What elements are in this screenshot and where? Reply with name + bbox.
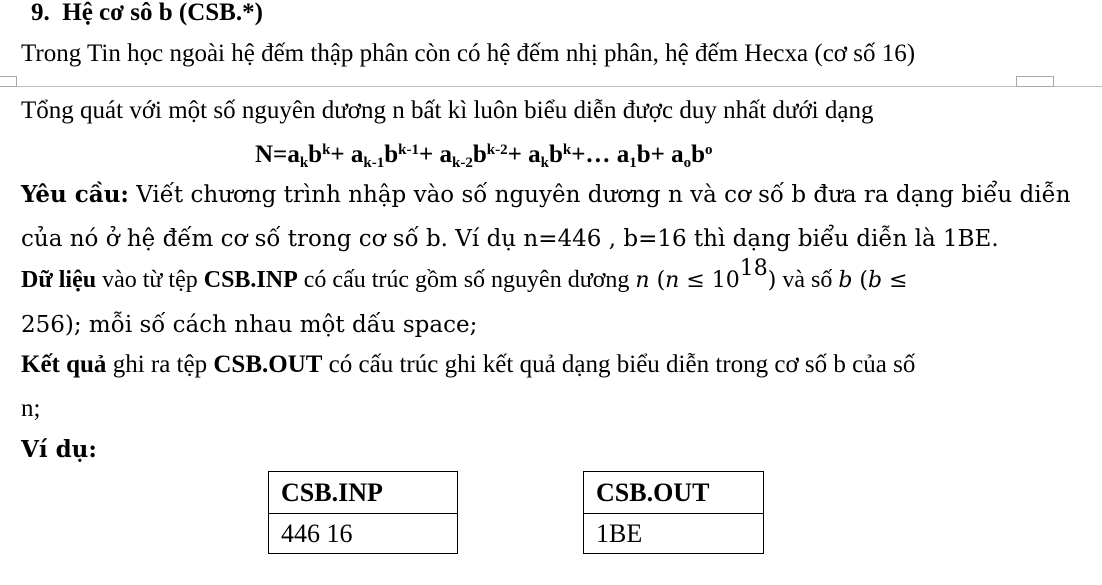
requirement-line-2: của nó ở hệ đếm cơ số trong cơ số b. Ví dụ n=446 , b=16 thì dạng biểu diễn là 1BE. bbox=[21, 226, 999, 252]
input-file-name: CSB.INP bbox=[203, 267, 298, 293]
input-label: Dữ liệu bbox=[21, 267, 97, 293]
requirement-line-1: Yêu cầu: Viết chương trình nhập vào số nguyên dương n và cơ số b đưa ra dạng biểu diễn bbox=[21, 181, 1071, 208]
output-description-line-2: n; bbox=[21, 395, 41, 422]
example-input-table bbox=[268, 471, 458, 554]
table-row bbox=[269, 472, 458, 514]
example-label: Ví dụ: bbox=[21, 436, 97, 463]
output-file-value: 1BE bbox=[584, 514, 764, 554]
input-file-header: CSB.INP bbox=[269, 472, 458, 514]
table-row bbox=[269, 514, 458, 554]
output-file-name: CSB.OUT bbox=[213, 351, 323, 378]
output-file-header: CSB.OUT bbox=[584, 472, 764, 514]
page-break-rule bbox=[0, 86, 1102, 87]
general-statement: Tổng quát với một số nguyên dương n bất kì luôn biểu diễn được duy nhất dưới dạng bbox=[21, 97, 874, 124]
margin-mark-right bbox=[1016, 76, 1054, 87]
requirement-label: Yêu cầu: bbox=[21, 181, 129, 208]
input-description-line-2: 256); mỗi số cách nhau một dấu space; bbox=[21, 312, 478, 338]
problem-title: Hệ cơ sô b (CSB.*) bbox=[62, 0, 263, 26]
example-output-table bbox=[583, 471, 764, 554]
intro-text: Trong Tin học ngoài hệ đếm thập phân còn có hệ đếm nhị phân, hệ đếm Hecxa (cơ số 16) bbox=[21, 40, 916, 67]
problem-number: 9. bbox=[31, 0, 50, 26]
representation-formula: $N=a_kb^k+ a_{k-1}b^{k-1}+ a_{k-2}b^{k-2}+$ $a_kb^k+\dots$ $a_1b+ a_ob^o$ bbox=[255, 141, 713, 171]
problem-heading bbox=[31, 0, 263, 25]
table-row bbox=[584, 514, 764, 554]
input-file-value: 446 16 bbox=[269, 514, 458, 554]
table-row bbox=[584, 472, 764, 514]
output-label: Kết quả bbox=[21, 351, 107, 378]
input-description-line-1: Dữ liệu vào từ tệp CSB.INP có cấu trúc gồm số nguyên dương n $(n \le 10^{18})$ và số b (b ≤ bbox=[21, 255, 908, 293]
output-description-line-1: Kết quả ghi ra tệp CSB.OUT có cấu trúc ghi kết quả dạng biểu diễn trong cơ số b của số bbox=[21, 351, 916, 378]
margin-mark-left bbox=[0, 76, 17, 87]
